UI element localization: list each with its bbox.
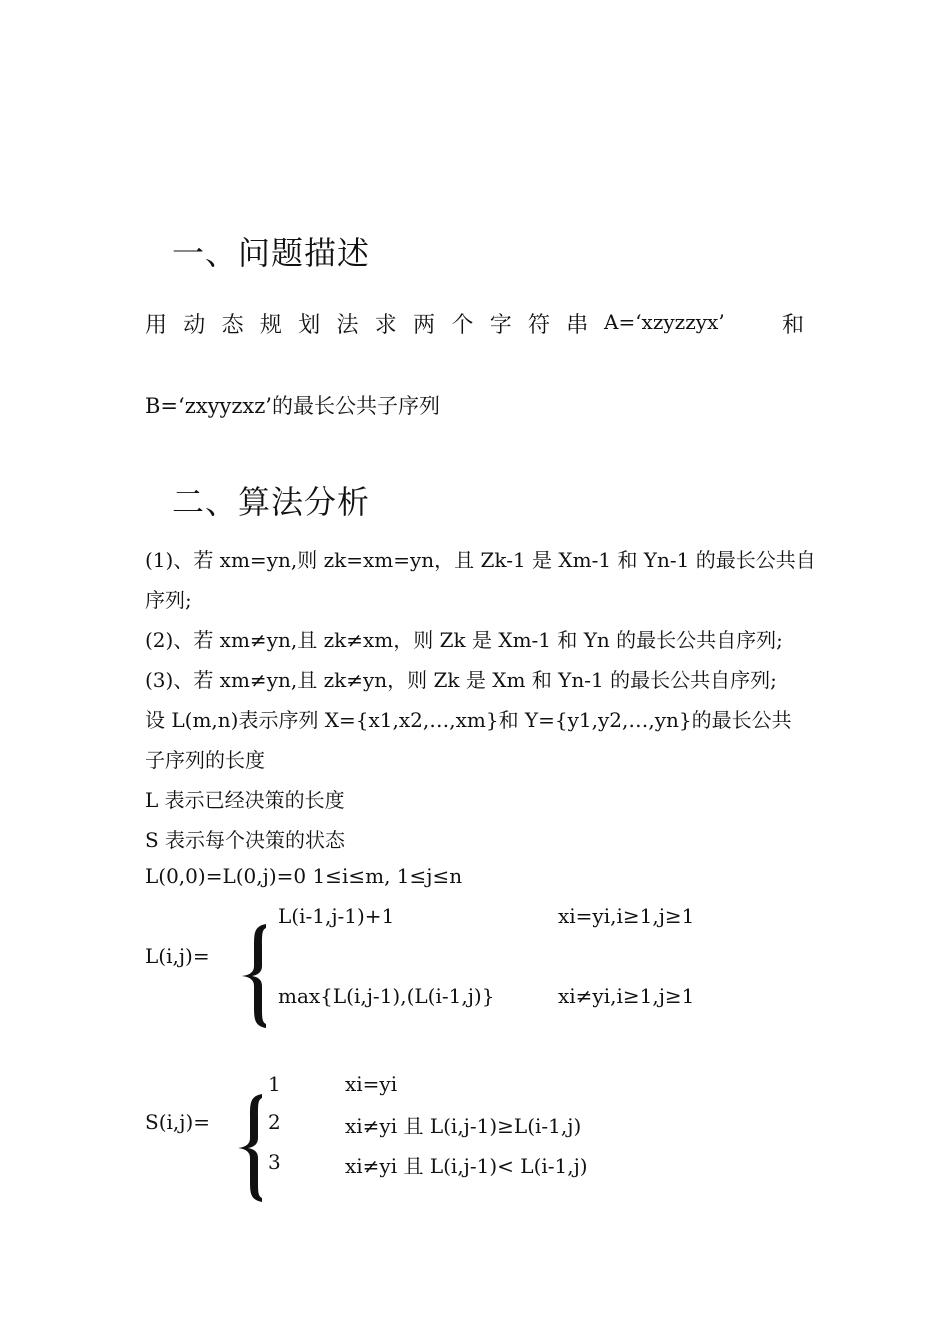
analysis-line: (1)、若 xm=yn,则 zk=xm=yn，且 Zk-1 是 Xm-1 和 Yn-1 的最长公共自 — [145, 548, 816, 572]
analysis-line: S 表示每个决策的状态 — [145, 828, 346, 852]
analysis-line: 子序列的长度 — [145, 748, 265, 772]
char: 两 — [413, 313, 436, 338]
problem-line-1-string: A=‘xzyzzyx’ — [604, 310, 725, 334]
formula-S-case-cond: xi≠yi 且 L(i,j-1)< L(i-1,j) — [345, 1154, 588, 1178]
analysis-line: 设 L(m,n)表示序列 X={x1,x2,…,xm}和 Y={y1,y2,…,yn}的最长公共 — [145, 708, 792, 732]
section1-heading: 一、问题描述 — [172, 234, 371, 272]
char: 划 — [298, 313, 321, 338]
section2-heading: 二、算法分析 — [172, 483, 371, 521]
formula-S-case-cond: xi≠yi 且 L(i,j-1)≥L(i-1,j) — [345, 1114, 582, 1138]
formula-L-case1-cond: xi=yi,i≥1,j≥1 — [558, 904, 695, 928]
formula-S-case-val: 1 — [268, 1072, 281, 1096]
char: 求 — [374, 313, 397, 338]
analysis-line: 序列; — [145, 588, 192, 612]
problem-line-1-end: 和 — [782, 313, 805, 338]
char: 串 — [566, 313, 589, 338]
formula-L-case2-expr: max{L(i,j-1),(L(i-1,j)} — [278, 984, 495, 1008]
char: 规 — [259, 313, 282, 338]
formula-L-lhs: L(i,j)= — [145, 944, 210, 968]
analysis-line: (2)、若 xm≠yn,且 zk≠xm，则 Zk 是 Xm-1 和 Yn 的最长公共自序列; — [145, 628, 783, 652]
left-brace-icon — [240, 922, 270, 1030]
formula-L-case2-cond: xi≠yi,i≥1,j≥1 — [558, 984, 695, 1008]
analysis-line: L(0,0)=L(0,j)=0 1≤i≤m, 1≤j≤n — [145, 864, 463, 888]
analysis-line: L 表示已经决策的长度 — [145, 788, 345, 812]
char: 法 — [336, 313, 359, 338]
formula-S-case-cond: xi=yi — [345, 1072, 398, 1096]
char: 用 — [145, 313, 168, 338]
char: 动 — [183, 313, 206, 338]
left-brace-icon — [236, 1092, 266, 1204]
formula-S-case-val: 2 — [268, 1110, 281, 1134]
problem-line-2: B=‘zxyyzxz’的最长公共子序列 — [145, 394, 440, 418]
char: 个 — [451, 313, 474, 338]
char: 字 — [489, 313, 512, 338]
formula-L-case1-expr: L(i-1,j-1)+1 — [278, 904, 395, 928]
formula-S-case-val: 3 — [268, 1150, 281, 1174]
char: 符 — [528, 313, 551, 338]
formula-S-lhs: S(i,j)= — [145, 1110, 211, 1134]
char: 态 — [221, 313, 244, 338]
analysis-line: (3)、若 xm≠yn,且 zk≠yn，则 Zk 是 Xm 和 Yn-1 的最长公共自序列; — [145, 668, 777, 692]
